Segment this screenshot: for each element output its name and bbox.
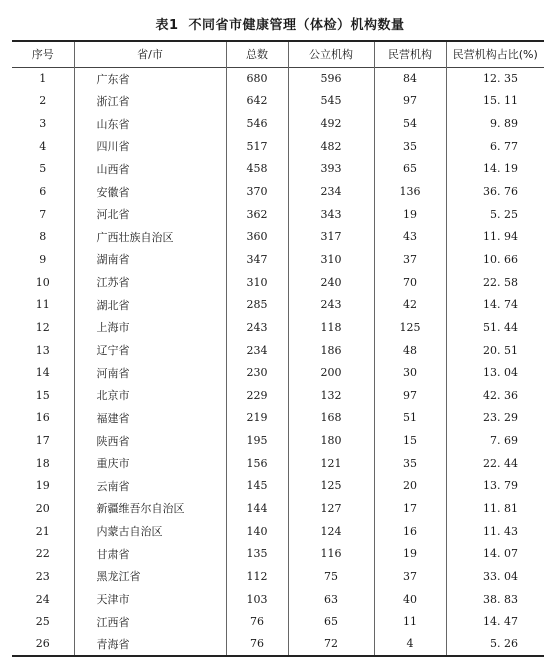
row-private: 20 — [374, 475, 446, 498]
row-region: 广西壮族自治区 — [74, 225, 226, 248]
row-index: 13 — [35, 343, 50, 357]
row-total: 112 — [226, 565, 288, 588]
row-public: 168 — [288, 407, 374, 430]
row-private-ratio: 7. 69 — [446, 429, 544, 452]
row-public: 72 — [288, 633, 374, 656]
header-row — [12, 41, 544, 67]
row-index: 26 — [35, 637, 50, 651]
table-row — [12, 542, 544, 565]
row-total: 680 — [226, 67, 288, 90]
row-public: 180 — [288, 429, 374, 452]
row-private: 15 — [374, 429, 446, 452]
row-private: 125 — [374, 316, 446, 339]
row-index: 8 — [39, 230, 47, 244]
row-index: 21 — [35, 524, 50, 538]
row-private-ratio: 14. 07 — [446, 542, 544, 565]
row-region: 四川省 — [74, 135, 226, 158]
row-total: 156 — [226, 452, 288, 475]
row-public: 243 — [288, 293, 374, 316]
row-private-ratio: 38. 83 — [446, 588, 544, 611]
row-total: 195 — [226, 429, 288, 452]
row-private: 17 — [374, 497, 446, 520]
row-index: 16 — [35, 411, 50, 425]
row-region: 安徽省 — [74, 180, 226, 203]
row-private: 19 — [374, 203, 446, 226]
table-row — [12, 610, 544, 633]
row-public: 492 — [288, 112, 374, 135]
row-public: 75 — [288, 565, 374, 588]
row-private-ratio: 22. 58 — [446, 271, 544, 294]
table-row — [12, 588, 544, 611]
row-index: 1 — [39, 72, 47, 86]
row-index: 5 — [39, 162, 47, 176]
row-public: 343 — [288, 203, 374, 226]
row-private-ratio: 11. 43 — [446, 520, 544, 543]
row-index: 22 — [35, 547, 50, 561]
row-index: 7 — [39, 207, 47, 221]
row-region: 陕西省 — [74, 429, 226, 452]
row-public: 200 — [288, 361, 374, 384]
table-row — [12, 135, 544, 158]
table-row — [12, 361, 544, 384]
row-index: 11 — [35, 298, 50, 312]
row-index: 23 — [35, 569, 50, 583]
row-region: 天津市 — [74, 588, 226, 611]
table-row — [12, 520, 544, 543]
row-region: 湖南省 — [74, 248, 226, 271]
row-private-ratio: 13. 79 — [446, 475, 544, 498]
row-index: 14 — [35, 366, 50, 380]
row-public: 65 — [288, 610, 374, 633]
table-row — [12, 565, 544, 588]
row-private-ratio: 13. 04 — [446, 361, 544, 384]
row-private: 97 — [374, 90, 446, 113]
row-private-ratio: 15. 11 — [446, 90, 544, 113]
row-private-ratio: 14. 47 — [446, 610, 544, 633]
table-row — [12, 90, 544, 113]
row-total: 140 — [226, 520, 288, 543]
row-index: 15 — [35, 388, 50, 402]
header-index: 序号 — [31, 48, 54, 62]
row-total: 285 — [226, 293, 288, 316]
row-private: 4 — [374, 633, 446, 656]
table-row — [12, 203, 544, 226]
row-region: 黑龙江省 — [74, 565, 226, 588]
row-public: 124 — [288, 520, 374, 543]
row-region: 青海省 — [74, 633, 226, 656]
row-index: 24 — [35, 592, 50, 606]
row-index: 3 — [39, 117, 47, 131]
row-private: 84 — [374, 67, 446, 90]
table-body — [12, 67, 544, 656]
row-private-ratio: 22. 44 — [446, 452, 544, 475]
row-region: 江苏省 — [74, 271, 226, 294]
row-total: 360 — [226, 225, 288, 248]
row-public: 482 — [288, 135, 374, 158]
table-row — [12, 429, 544, 452]
row-private: 51 — [374, 407, 446, 430]
row-private: 35 — [374, 135, 446, 158]
table-row — [12, 271, 544, 294]
row-region: 浙江省 — [74, 90, 226, 113]
table-row — [12, 633, 544, 656]
row-total: 234 — [226, 339, 288, 362]
row-total: 230 — [226, 361, 288, 384]
table-row — [12, 384, 544, 407]
row-total: 642 — [226, 90, 288, 113]
row-total: 347 — [226, 248, 288, 271]
row-region: 山西省 — [74, 158, 226, 181]
row-index: 12 — [35, 320, 50, 334]
row-total: 145 — [226, 475, 288, 498]
row-total: 243 — [226, 316, 288, 339]
row-region: 辽宁省 — [74, 339, 226, 362]
row-region: 云南省 — [74, 475, 226, 498]
row-region: 江西省 — [74, 610, 226, 633]
row-public: 132 — [288, 384, 374, 407]
row-total: 517 — [226, 135, 288, 158]
row-private: 54 — [374, 112, 446, 135]
row-region: 河北省 — [74, 203, 226, 226]
row-total: 76 — [226, 610, 288, 633]
row-private-ratio: 14. 19 — [446, 158, 544, 181]
row-private-ratio: 20. 51 — [446, 339, 544, 362]
row-total: 370 — [226, 180, 288, 203]
row-private: 48 — [374, 339, 446, 362]
row-public: 125 — [288, 475, 374, 498]
row-index: 19 — [35, 479, 50, 493]
row-private-ratio: 14. 74 — [446, 293, 544, 316]
row-public: 310 — [288, 248, 374, 271]
row-index: 20 — [35, 501, 50, 515]
row-region: 福建省 — [74, 407, 226, 430]
row-private: 97 — [374, 384, 446, 407]
row-region: 湖北省 — [74, 293, 226, 316]
row-public: 317 — [288, 225, 374, 248]
row-region: 广东省 — [74, 67, 226, 90]
row-private: 42 — [374, 293, 446, 316]
row-region: 河南省 — [74, 361, 226, 384]
row-index: 10 — [35, 275, 50, 289]
row-public: 63 — [288, 588, 374, 611]
row-public: 393 — [288, 158, 374, 181]
row-public: 545 — [288, 90, 374, 113]
institutions-table — [12, 40, 544, 657]
row-private: 19 — [374, 542, 446, 565]
row-index: 6 — [39, 185, 47, 199]
row-total: 76 — [226, 633, 288, 656]
row-private: 16 — [374, 520, 446, 543]
row-private: 37 — [374, 565, 446, 588]
row-private-ratio: 11. 94 — [446, 225, 544, 248]
row-index: 17 — [35, 434, 50, 448]
row-public: 186 — [288, 339, 374, 362]
header-total: 总数 — [226, 41, 288, 67]
row-private: 37 — [374, 248, 446, 271]
header-public: 公立机构 — [288, 41, 374, 67]
row-total: 458 — [226, 158, 288, 181]
row-private-ratio: 36. 76 — [446, 180, 544, 203]
row-index: 2 — [39, 94, 47, 108]
row-index: 9 — [39, 252, 47, 266]
row-private-ratio: 5. 25 — [446, 203, 544, 226]
row-total: 310 — [226, 271, 288, 294]
row-total: 546 — [226, 112, 288, 135]
table-row — [12, 407, 544, 430]
row-private: 43 — [374, 225, 446, 248]
row-index: 18 — [35, 456, 50, 470]
header-private: 民营机构 — [374, 41, 446, 67]
row-private-ratio: 9. 89 — [446, 112, 544, 135]
table-row — [12, 158, 544, 181]
row-region: 重庆市 — [74, 452, 226, 475]
row-index: 4 — [39, 139, 47, 153]
row-private: 70 — [374, 271, 446, 294]
row-total: 362 — [226, 203, 288, 226]
row-private: 65 — [374, 158, 446, 181]
row-public: 234 — [288, 180, 374, 203]
row-private-ratio: 5. 26 — [446, 633, 544, 656]
header-private-ratio: 民营机构占比(%) — [446, 41, 544, 67]
table-title: 不同省市健康管理（体检）机构数量 — [188, 18, 405, 33]
row-private-ratio: 11. 81 — [446, 497, 544, 520]
table-row — [12, 293, 544, 316]
row-private-ratio: 6. 77 — [446, 135, 544, 158]
row-private: 136 — [374, 180, 446, 203]
row-public: 596 — [288, 67, 374, 90]
header-region: 省/市 — [74, 41, 226, 67]
row-index: 25 — [35, 615, 50, 629]
row-public: 118 — [288, 316, 374, 339]
table-row — [12, 67, 544, 90]
table-row — [12, 316, 544, 339]
row-private-ratio: 42. 36 — [446, 384, 544, 407]
row-region: 北京市 — [74, 384, 226, 407]
row-public: 240 — [288, 271, 374, 294]
table-row — [12, 112, 544, 135]
row-private-ratio: 23. 29 — [446, 407, 544, 430]
row-public: 116 — [288, 542, 374, 565]
row-region: 新疆维吾尔自治区 — [74, 497, 226, 520]
table-row — [12, 225, 544, 248]
table-row — [12, 248, 544, 271]
row-public: 121 — [288, 452, 374, 475]
table-row — [12, 180, 544, 203]
row-region: 内蒙古自治区 — [74, 520, 226, 543]
table-row — [12, 475, 544, 498]
row-public: 127 — [288, 497, 374, 520]
row-total: 103 — [226, 588, 288, 611]
row-region: 甘肃省 — [74, 542, 226, 565]
row-total: 135 — [226, 542, 288, 565]
row-private-ratio: 10. 66 — [446, 248, 544, 271]
table-number: 表1 — [155, 18, 179, 33]
row-private: 40 — [374, 588, 446, 611]
row-total: 144 — [226, 497, 288, 520]
row-private-ratio: 12. 35 — [446, 67, 544, 90]
row-private-ratio: 51. 44 — [446, 316, 544, 339]
table-row — [12, 497, 544, 520]
row-total: 219 — [226, 407, 288, 430]
row-private: 11 — [374, 610, 446, 633]
row-private-ratio: 33. 04 — [446, 565, 544, 588]
row-private: 35 — [374, 452, 446, 475]
table-row — [12, 452, 544, 475]
table-caption — [0, 14, 560, 33]
row-total: 229 — [226, 384, 288, 407]
row-region: 山东省 — [74, 112, 226, 135]
row-private: 30 — [374, 361, 446, 384]
row-region: 上海市 — [74, 316, 226, 339]
table-row — [12, 339, 544, 362]
